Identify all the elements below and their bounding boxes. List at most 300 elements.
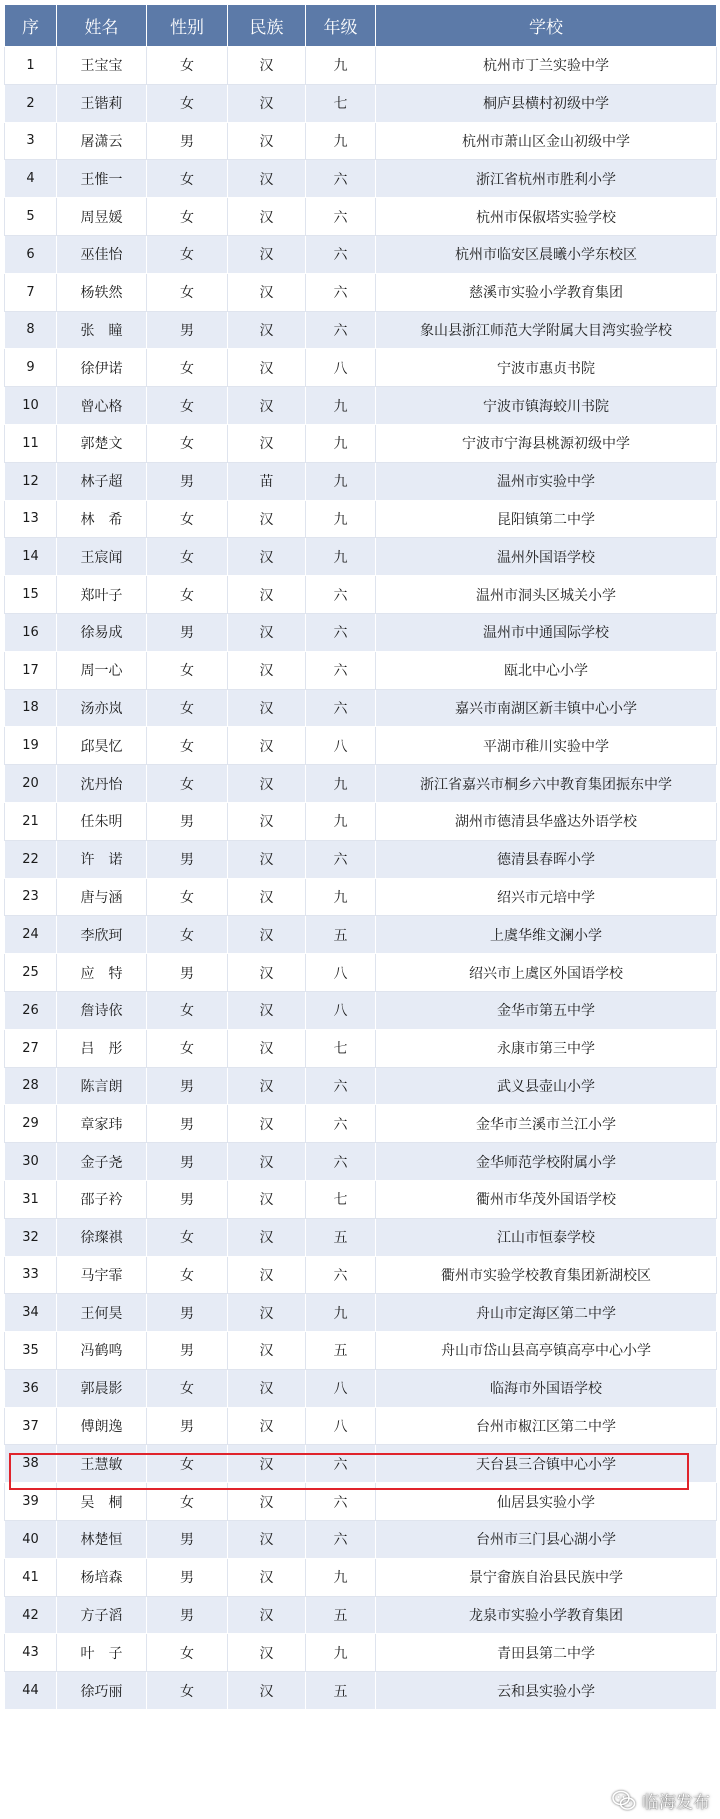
- table-cell-name: 林子超: [57, 462, 147, 500]
- table-cell-grade: 九: [306, 122, 376, 160]
- table-cell-gender: 女: [147, 1256, 228, 1294]
- table-cell-ethnicity: 汉: [228, 689, 306, 727]
- table-cell-school: 上虞华维文澜小学: [376, 916, 717, 954]
- table-cell-gender: 女: [147, 689, 228, 727]
- table-cell-school: 温州市洞头区城关小学: [376, 576, 717, 614]
- table-cell-grade: 九: [306, 47, 376, 85]
- table-cell-grade: 九: [306, 1634, 376, 1672]
- table-row: [5, 1294, 717, 1332]
- table-cell-ethnicity: 汉: [228, 1369, 306, 1407]
- table-cell-name: 吕 彤: [57, 1029, 147, 1067]
- table-cell-school: 天台县三合镇中心小学: [376, 1445, 717, 1483]
- table-cell-school: 临海市外国语学校: [376, 1369, 717, 1407]
- table-cell-grade: 八: [306, 991, 376, 1029]
- table-cell-seq: 12: [5, 462, 57, 500]
- header-grade: 年级: [306, 5, 376, 47]
- table-row: [5, 1143, 717, 1181]
- table-cell-seq: 5: [5, 198, 57, 236]
- table-body: [5, 47, 717, 1710]
- table-cell-school: 宁波市惠贞书院: [376, 349, 717, 387]
- table-cell-name: 巫佳怡: [57, 235, 147, 273]
- table-cell-grade: 六: [306, 651, 376, 689]
- table-cell-school: 台州市三门县心湖小学: [376, 1521, 717, 1559]
- table-row: [5, 1369, 717, 1407]
- table-cell-ethnicity: 汉: [228, 613, 306, 651]
- table-cell-name: 徐易成: [57, 613, 147, 651]
- table-cell-name: 方子滔: [57, 1596, 147, 1634]
- table-cell-name: 沈丹怡: [57, 765, 147, 803]
- wechat-icon: [612, 1790, 636, 1812]
- table-cell-seq: 44: [5, 1672, 57, 1710]
- table-cell-seq: 34: [5, 1294, 57, 1332]
- table-row: [5, 198, 717, 236]
- table-cell-name: 林 希: [57, 500, 147, 538]
- table-cell-seq: 32: [5, 1218, 57, 1256]
- table-cell-gender: 男: [147, 1596, 228, 1634]
- table-cell-ethnicity: 汉: [228, 1332, 306, 1370]
- table-cell-seq: 11: [5, 424, 57, 462]
- table-cell-gender: 男: [147, 1294, 228, 1332]
- table-cell-name: 曾心格: [57, 387, 147, 425]
- table-cell-grade: 六: [306, 235, 376, 273]
- table-cell-seq: 16: [5, 613, 57, 651]
- table-cell-seq: 41: [5, 1558, 57, 1596]
- table-cell-ethnicity: 汉: [228, 1596, 306, 1634]
- header-seq: 序: [5, 5, 57, 47]
- table-cell-gender: 男: [147, 1105, 228, 1143]
- table-cell-grade: 八: [306, 727, 376, 765]
- table-cell-grade: 六: [306, 1105, 376, 1143]
- table-cell-grade: 五: [306, 916, 376, 954]
- table-cell-gender: 男: [147, 1067, 228, 1105]
- table-cell-gender: 女: [147, 765, 228, 803]
- table-cell-name: 唐与涵: [57, 878, 147, 916]
- table-cell-ethnicity: 汉: [228, 1294, 306, 1332]
- table-cell-school: 桐庐县横村初级中学: [376, 84, 717, 122]
- table-cell-seq: 20: [5, 765, 57, 803]
- table-cell-ethnicity: 汉: [228, 954, 306, 992]
- table-cell-school: 温州市实验中学: [376, 462, 717, 500]
- table-cell-school: 金华市第五中学: [376, 991, 717, 1029]
- table-row: [5, 1029, 717, 1067]
- table-cell-seq: 13: [5, 500, 57, 538]
- table-cell-seq: 9: [5, 349, 57, 387]
- table-cell-name: 金子尧: [57, 1143, 147, 1181]
- table-cell-gender: 女: [147, 198, 228, 236]
- table-cell-seq: 7: [5, 273, 57, 311]
- table-cell-gender: 女: [147, 1369, 228, 1407]
- table-cell-name: 王惟一: [57, 160, 147, 198]
- table-cell-grade: 五: [306, 1596, 376, 1634]
- table-cell-ethnicity: 汉: [228, 1483, 306, 1521]
- table-cell-name: 应 特: [57, 954, 147, 992]
- table-cell-gender: 女: [147, 1634, 228, 1672]
- table-cell-name: 任朱明: [57, 802, 147, 840]
- header-ethnicity: 民族: [228, 5, 306, 47]
- table-row: [5, 1105, 717, 1143]
- table-row: [5, 1332, 717, 1370]
- table-row: [5, 840, 717, 878]
- table-cell-seq: 35: [5, 1332, 57, 1370]
- table-cell-seq: 15: [5, 576, 57, 614]
- table-cell-grade: 九: [306, 424, 376, 462]
- table-row: [5, 47, 717, 85]
- table-cell-grade: 六: [306, 311, 376, 349]
- table-cell-name: 王何昊: [57, 1294, 147, 1332]
- table-cell-seq: 30: [5, 1143, 57, 1181]
- table-cell-ethnicity: 汉: [228, 198, 306, 236]
- table-cell-grade: 九: [306, 1294, 376, 1332]
- table-cell-ethnicity: 汉: [228, 1180, 306, 1218]
- table-cell-school: 象山县浙江师范大学附属大目湾实验学校: [376, 311, 717, 349]
- table-cell-school: 青田县第二中学: [376, 1634, 717, 1672]
- table-cell-name: 陈言朗: [57, 1067, 147, 1105]
- table-cell-school: 景宁畲族自治县民族中学: [376, 1558, 717, 1596]
- table-cell-ethnicity: 汉: [228, 1218, 306, 1256]
- table-row: [5, 500, 717, 538]
- table-cell-grade: 六: [306, 576, 376, 614]
- table-row: [5, 84, 717, 122]
- table-cell-seq: 27: [5, 1029, 57, 1067]
- table-cell-school: 云和县实验小学: [376, 1672, 717, 1710]
- student-roster-table: [4, 4, 717, 1710]
- table-cell-ethnicity: 汉: [228, 576, 306, 614]
- table-cell-gender: 女: [147, 424, 228, 462]
- table-cell-ethnicity: 汉: [228, 1256, 306, 1294]
- watermark: [612, 1788, 710, 1813]
- table-row: [5, 349, 717, 387]
- table-cell-seq: 26: [5, 991, 57, 1029]
- table-cell-name: 张 瞳: [57, 311, 147, 349]
- table-cell-school: 浙江省嘉兴市桐乡六中教育集团振东中学: [376, 765, 717, 803]
- table-row: [5, 576, 717, 614]
- table-cell-grade: 六: [306, 1445, 376, 1483]
- table-cell-name: 王宝宝: [57, 47, 147, 85]
- table-cell-ethnicity: 汉: [228, 1105, 306, 1143]
- table-cell-name: 郭楚文: [57, 424, 147, 462]
- table-cell-seq: 1: [5, 47, 57, 85]
- table-cell-seq: 19: [5, 727, 57, 765]
- table-cell-ethnicity: 汉: [228, 122, 306, 160]
- table-cell-name: 汤亦岚: [57, 689, 147, 727]
- table-cell-school: 绍兴市元培中学: [376, 878, 717, 916]
- table-cell-grade: 七: [306, 84, 376, 122]
- table-cell-name: 叶 子: [57, 1634, 147, 1672]
- table-cell-gender: 女: [147, 47, 228, 85]
- table-cell-seq: 25: [5, 954, 57, 992]
- table-cell-grade: 六: [306, 689, 376, 727]
- table-cell-name: 王锴莉: [57, 84, 147, 122]
- table-cell-grade: 八: [306, 1407, 376, 1445]
- table-cell-ethnicity: 汉: [228, 840, 306, 878]
- table-cell-gender: 女: [147, 576, 228, 614]
- table-cell-grade: 九: [306, 878, 376, 916]
- table-cell-school: 杭州市临安区晨曦小学东校区: [376, 235, 717, 273]
- table-row: [5, 1067, 717, 1105]
- table-cell-name: 徐璨祺: [57, 1218, 147, 1256]
- table-cell-gender: 男: [147, 311, 228, 349]
- table-cell-gender: 女: [147, 538, 228, 576]
- table-cell-ethnicity: 汉: [228, 349, 306, 387]
- table-cell-school: 龙泉市实验小学教育集团: [376, 1596, 717, 1634]
- table-cell-grade: 九: [306, 538, 376, 576]
- table-cell-ethnicity: 汉: [228, 1143, 306, 1181]
- table-cell-school: 嘉兴市南湖区新丰镇中心小学: [376, 689, 717, 727]
- table-cell-ethnicity: 汉: [228, 1558, 306, 1596]
- table-cell-gender: 女: [147, 991, 228, 1029]
- table-cell-ethnicity: 汉: [228, 538, 306, 576]
- table-row: [5, 1521, 717, 1559]
- table-cell-name: 王慧敏: [57, 1445, 147, 1483]
- table-row: [5, 1634, 717, 1672]
- table-cell-ethnicity: 苗: [228, 462, 306, 500]
- table-cell-school: 瓯北中心小学: [376, 651, 717, 689]
- header-gender: 性别: [147, 5, 228, 47]
- table-cell-grade: 九: [306, 462, 376, 500]
- table-cell-seq: 3: [5, 122, 57, 160]
- table-cell-seq: 43: [5, 1634, 57, 1672]
- table-cell-grade: 八: [306, 349, 376, 387]
- table-cell-seq: 39: [5, 1483, 57, 1521]
- table-cell-grade: 九: [306, 1558, 376, 1596]
- table-row: [5, 424, 717, 462]
- table-cell-school: 杭州市丁兰实验中学: [376, 47, 717, 85]
- table-cell-school: 宁波市宁海县桃源初级中学: [376, 424, 717, 462]
- table-cell-gender: 女: [147, 84, 228, 122]
- table-cell-ethnicity: 汉: [228, 878, 306, 916]
- table-cell-ethnicity: 汉: [228, 235, 306, 273]
- table-cell-gender: 女: [147, 235, 228, 273]
- table-cell-grade: 六: [306, 1483, 376, 1521]
- table-cell-school: 温州市中通国际学校: [376, 613, 717, 651]
- table-cell-seq: 17: [5, 651, 57, 689]
- table-cell-gender: 男: [147, 122, 228, 160]
- table-row: [5, 1672, 717, 1710]
- table-cell-grade: 八: [306, 954, 376, 992]
- table-cell-gender: 男: [147, 462, 228, 500]
- table-row: [5, 1596, 717, 1634]
- table-header-row: [5, 5, 717, 47]
- table-cell-gender: 女: [147, 916, 228, 954]
- table-cell-grade: 五: [306, 1332, 376, 1370]
- table-cell-gender: 男: [147, 1180, 228, 1218]
- table-row: [5, 273, 717, 311]
- table-cell-school: 衢州市华茂外国语学校: [376, 1180, 717, 1218]
- table-row: [5, 462, 717, 500]
- table-cell-grade: 七: [306, 1180, 376, 1218]
- table-cell-name: 马宇霏: [57, 1256, 147, 1294]
- table-row: [5, 160, 717, 198]
- table-cell-gender: 女: [147, 1445, 228, 1483]
- table-cell-school: 永康市第三中学: [376, 1029, 717, 1067]
- table-cell-name: 吴 桐: [57, 1483, 147, 1521]
- table-cell-school: 舟山市岱山县高亭镇高亭中心小学: [376, 1332, 717, 1370]
- table-cell-gender: 女: [147, 651, 228, 689]
- table-cell-seq: 8: [5, 311, 57, 349]
- table-cell-name: 杨轶然: [57, 273, 147, 311]
- table-cell-grade: 九: [306, 802, 376, 840]
- table-cell-ethnicity: 汉: [228, 651, 306, 689]
- table-cell-grade: 九: [306, 387, 376, 425]
- header-name: 姓名: [57, 5, 147, 47]
- table-cell-gender: 男: [147, 954, 228, 992]
- table-cell-school: 杭州市保俶塔实验学校: [376, 198, 717, 236]
- table-cell-school: 金华市兰溪市兰江小学: [376, 1105, 717, 1143]
- table-cell-ethnicity: 汉: [228, 1029, 306, 1067]
- table-cell-ethnicity: 汉: [228, 1445, 306, 1483]
- table-cell-ethnicity: 汉: [228, 160, 306, 198]
- table-cell-seq: 36: [5, 1369, 57, 1407]
- table-cell-school: 昆阳镇第二中学: [376, 500, 717, 538]
- table-cell-gender: 男: [147, 613, 228, 651]
- table-cell-seq: 28: [5, 1067, 57, 1105]
- table-cell-school: 仙居县实验小学: [376, 1483, 717, 1521]
- table-cell-gender: 女: [147, 1029, 228, 1067]
- table-cell-grade: 六: [306, 1067, 376, 1105]
- table-cell-name: 冯鹤鸣: [57, 1332, 147, 1370]
- table-cell-grade: 九: [306, 500, 376, 538]
- table-cell-grade: 六: [306, 1143, 376, 1181]
- table-cell-seq: 24: [5, 916, 57, 954]
- table-cell-school: 台州市椒江区第二中学: [376, 1407, 717, 1445]
- table-cell-school: 浙江省杭州市胜利小学: [376, 160, 717, 198]
- watermark-text: 临海发布: [642, 1793, 710, 1813]
- table-row: [5, 727, 717, 765]
- table-cell-name: 章家玮: [57, 1105, 147, 1143]
- table-cell-name: 邵子衿: [57, 1180, 147, 1218]
- table-cell-gender: 女: [147, 349, 228, 387]
- table-cell-seq: 23: [5, 878, 57, 916]
- table-cell-gender: 女: [147, 1483, 228, 1521]
- table-row: [5, 916, 717, 954]
- table-cell-school: 湖州市德清县华盛达外语学校: [376, 802, 717, 840]
- table-cell-name: 周昱媛: [57, 198, 147, 236]
- table-cell-name: 王宸闻: [57, 538, 147, 576]
- table-row: [5, 1558, 717, 1596]
- table-cell-ethnicity: 汉: [228, 991, 306, 1029]
- table-cell-ethnicity: 汉: [228, 1672, 306, 1710]
- table-cell-seq: 42: [5, 1596, 57, 1634]
- table-row: [5, 878, 717, 916]
- table-row: [5, 991, 717, 1029]
- table-cell-name: 周一心: [57, 651, 147, 689]
- table-cell-gender: 女: [147, 160, 228, 198]
- table-cell-grade: 六: [306, 198, 376, 236]
- table-cell-gender: 男: [147, 840, 228, 878]
- table-cell-school: 江山市恒泰学校: [376, 1218, 717, 1256]
- table-cell-ethnicity: 汉: [228, 84, 306, 122]
- table-cell-gender: 男: [147, 1407, 228, 1445]
- table-cell-gender: 女: [147, 1218, 228, 1256]
- table-cell-name: 林楚恒: [57, 1521, 147, 1559]
- table-cell-seq: 2: [5, 84, 57, 122]
- table-cell-ethnicity: 汉: [228, 424, 306, 462]
- table-row: [5, 613, 717, 651]
- table-cell-school: 舟山市定海区第二中学: [376, 1294, 717, 1332]
- table-cell-ethnicity: 汉: [228, 916, 306, 954]
- table-cell-ethnicity: 汉: [228, 1407, 306, 1445]
- table-cell-seq: 22: [5, 840, 57, 878]
- table-cell-seq: 18: [5, 689, 57, 727]
- table-cell-name: 徐巧丽: [57, 1672, 147, 1710]
- table-cell-gender: 男: [147, 1521, 228, 1559]
- table-cell-name: 许 诺: [57, 840, 147, 878]
- table-cell-ethnicity: 汉: [228, 47, 306, 85]
- table-cell-grade: 六: [306, 160, 376, 198]
- table-row: [5, 1180, 717, 1218]
- table-cell-school: 武义县壶山小学: [376, 1067, 717, 1105]
- table-cell-ethnicity: 汉: [228, 1634, 306, 1672]
- table-cell-seq: 31: [5, 1180, 57, 1218]
- table-row: [5, 1256, 717, 1294]
- table-row: [5, 1218, 717, 1256]
- table-cell-name: 李欣珂: [57, 916, 147, 954]
- table-cell-grade: 五: [306, 1672, 376, 1710]
- table-cell-seq: 14: [5, 538, 57, 576]
- table-cell-ethnicity: 汉: [228, 311, 306, 349]
- table-row: [5, 538, 717, 576]
- table-cell-ethnicity: 汉: [228, 1067, 306, 1105]
- table-cell-seq: 4: [5, 160, 57, 198]
- table-row: [5, 954, 717, 992]
- table-cell-school: 杭州市萧山区金山初级中学: [376, 122, 717, 160]
- table-cell-gender: 男: [147, 1558, 228, 1596]
- table-row: [5, 1445, 717, 1483]
- table-cell-grade: 六: [306, 613, 376, 651]
- table-row: [5, 1483, 717, 1521]
- table-row: [5, 689, 717, 727]
- header-school: 学校: [376, 5, 717, 47]
- table-cell-gender: 男: [147, 1143, 228, 1181]
- table-cell-gender: 男: [147, 802, 228, 840]
- table-cell-school: 衢州市实验学校教育集团新湖校区: [376, 1256, 717, 1294]
- table-cell-seq: 33: [5, 1256, 57, 1294]
- table-cell-grade: 七: [306, 1029, 376, 1067]
- table-cell-school: 德清县春晖小学: [376, 840, 717, 878]
- table-cell-seq: 21: [5, 802, 57, 840]
- table-cell-ethnicity: 汉: [228, 387, 306, 425]
- table-cell-grade: 六: [306, 273, 376, 311]
- table-cell-grade: 九: [306, 765, 376, 803]
- table-cell-gender: 女: [147, 727, 228, 765]
- table-cell-ethnicity: 汉: [228, 802, 306, 840]
- table-row: [5, 765, 717, 803]
- table-cell-seq: 40: [5, 1521, 57, 1559]
- table-cell-name: 郑叶子: [57, 576, 147, 614]
- table-cell-school: 金华师范学校附属小学: [376, 1143, 717, 1181]
- table-cell-name: 詹诗依: [57, 991, 147, 1029]
- table-cell-ethnicity: 汉: [228, 1521, 306, 1559]
- table-cell-school: 宁波市镇海蛟川书院: [376, 387, 717, 425]
- table-cell-seq: 38: [5, 1445, 57, 1483]
- table-cell-ethnicity: 汉: [228, 500, 306, 538]
- table-cell-gender: 女: [147, 500, 228, 538]
- table-cell-gender: 女: [147, 878, 228, 916]
- table-row: [5, 311, 717, 349]
- table-cell-name: 郭晨影: [57, 1369, 147, 1407]
- table-cell-gender: 女: [147, 1672, 228, 1710]
- table-cell-name: 徐伊诺: [57, 349, 147, 387]
- table-cell-grade: 八: [306, 1369, 376, 1407]
- table-cell-school: 慈溪市实验小学教育集团: [376, 273, 717, 311]
- table-cell-name: 邱昊忆: [57, 727, 147, 765]
- table-cell-school: 平湖市稚川实验中学: [376, 727, 717, 765]
- table-cell-seq: 10: [5, 387, 57, 425]
- table-row: [5, 235, 717, 273]
- table-cell-school: 绍兴市上虞区外国语学校: [376, 954, 717, 992]
- table-cell-seq: 6: [5, 235, 57, 273]
- table-row: [5, 651, 717, 689]
